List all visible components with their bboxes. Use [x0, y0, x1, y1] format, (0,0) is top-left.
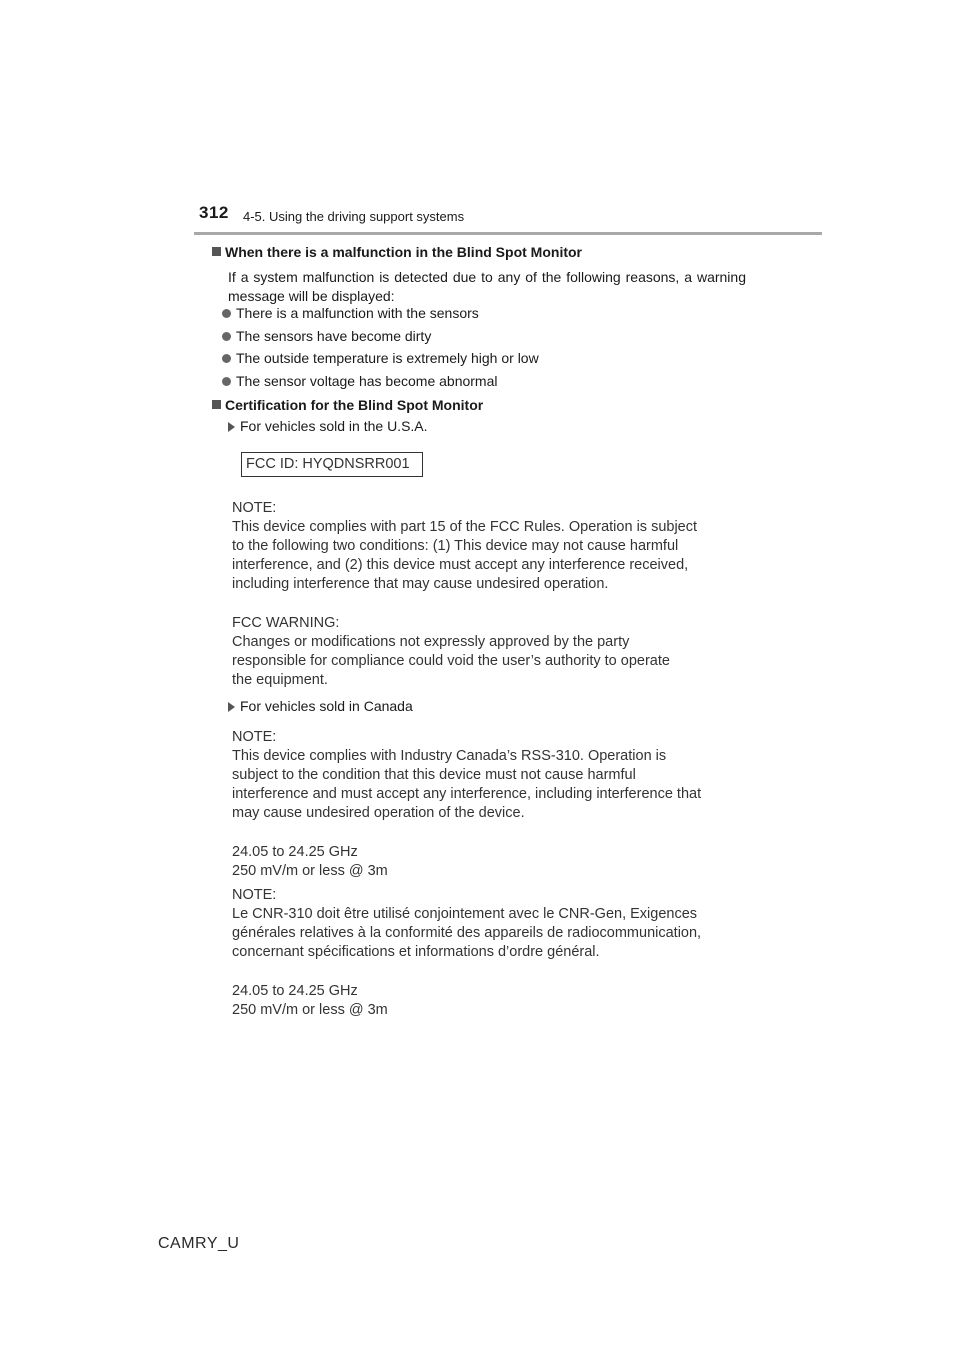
bullet-text: There is a malfunction with the sensors [236, 305, 479, 321]
usa-subheading [228, 418, 428, 434]
circle-bullet-icon [222, 332, 231, 341]
square-bullet-icon [212, 247, 221, 256]
triangle-right-icon [228, 422, 235, 432]
fcc-warning-line: FCC WARNING: [232, 615, 340, 631]
bullet-text: The sensors have become dirty [236, 328, 432, 344]
ic-note-fr-line: Le CNR-310 doit être utilisé conjointement avec le CNR-Gen, Exigences [232, 906, 698, 922]
ic-note-fr [232, 886, 701, 962]
fcc-note-line: This device complies with part 15 of the FCC Rules. Operation is subject [232, 519, 698, 535]
canada-label: For vehicles sold in Canada [240, 698, 413, 714]
ic-note-fr-line: générales relatives à la conformité des appareils de radiocommunication, [232, 925, 702, 941]
certification-heading [212, 397, 483, 413]
fcc-warning [232, 614, 670, 690]
malfunction-bullet [222, 328, 431, 344]
malfunction-intro: If a system malfunction is detected due to any of the following reasons, a warning message will be displayed: [228, 269, 746, 304]
fcc-warning-line: responsible for compliance could void the user’s authority to operate [232, 653, 670, 669]
fcc-note-line: NOTE: [232, 500, 277, 516]
fcc-note [232, 499, 697, 594]
model-code: CAMRY_U [158, 1235, 240, 1252]
frequency-line: 24.05 to 24.25 GHz [232, 983, 358, 999]
ic-note-line: interference and must accept any interference, including interference that [232, 786, 702, 802]
malfunction-heading-text: When there is a malfunction in the Blind Spot Monitor [225, 244, 582, 260]
bullet-text: The sensor voltage has become abnormal [236, 373, 498, 389]
frequency-line: 24.05 to 24.25 GHz [232, 844, 358, 860]
triangle-right-icon [228, 702, 235, 712]
frequency-fr [232, 982, 388, 1020]
malfunction-bullet [222, 305, 479, 321]
square-bullet-icon [212, 400, 221, 409]
ic-note-fr-line: concernant spécifications et informations d’ordre général. [232, 944, 600, 960]
header-divider [194, 232, 822, 235]
fcc-warning-line: Changes or modifications not expressly approved by the party [232, 634, 630, 650]
page-number: 312 [199, 203, 229, 222]
fcc-note-line: interference, and (2) this device must accept any interference received, [232, 557, 689, 573]
circle-bullet-icon [222, 354, 231, 363]
malfunction-bullet [222, 350, 539, 366]
ic-note-fr-line: NOTE: [232, 887, 277, 903]
circle-bullet-icon [222, 377, 231, 386]
frequency-line: 250 mV/m or less @ 3m [232, 1002, 388, 1018]
canada-subheading [228, 698, 413, 714]
fcc-note-line: to the following two conditions: (1) This device may not cause harmful [232, 538, 679, 554]
malfunction-bullet [222, 373, 497, 389]
circle-bullet-icon [222, 309, 231, 318]
malfunction-heading [212, 244, 582, 260]
fcc-id-label: FCC ID: HYQDNSRR001 [241, 452, 423, 477]
usa-label: For vehicles sold in the U.S.A. [240, 418, 428, 434]
fcc-warning-line: the equipment. [232, 672, 328, 688]
ic-note-line: may cause undesired operation of the device. [232, 805, 525, 821]
certification-heading-text: Certification for the Blind Spot Monitor [225, 397, 484, 413]
ic-note-line: This device complies with Industry Canada’s RSS-310. Operation is [232, 748, 667, 764]
ic-note-en [232, 728, 701, 823]
bullet-text: The outside temperature is extremely high or low [236, 350, 539, 366]
frequency-en [232, 843, 388, 881]
ic-note-line: NOTE: [232, 729, 277, 745]
ic-note-line: subject to the condition that this device must not cause harmful [232, 767, 636, 783]
fcc-note-line: including interference that may cause undesired operation. [232, 576, 609, 592]
frequency-line: 250 mV/m or less @ 3m [232, 863, 388, 879]
section-title: 4-5. Using the driving support systems [243, 209, 465, 224]
